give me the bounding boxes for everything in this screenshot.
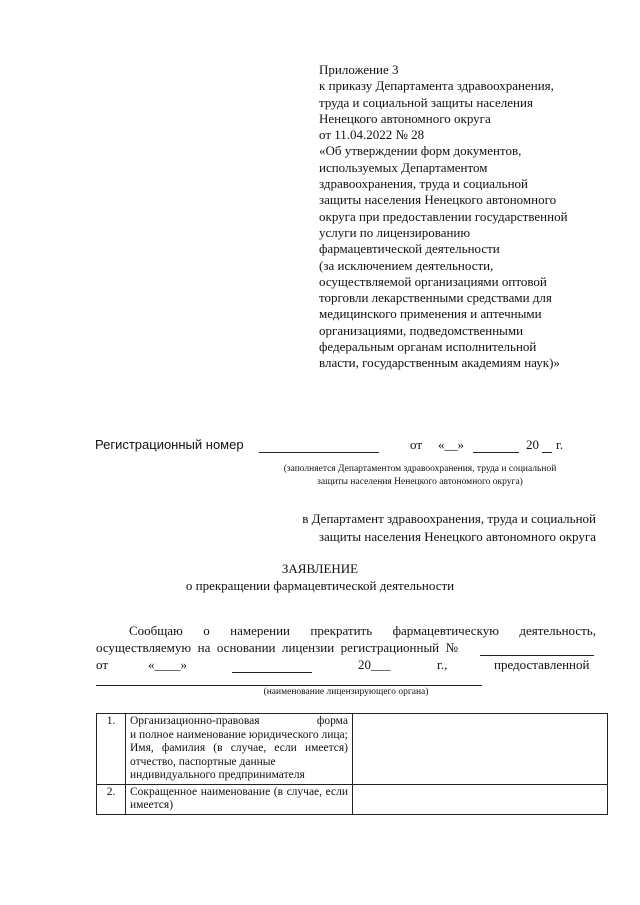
row-desc-line: Сокращенное наименование (в случае, если имеется) <box>130 785 348 811</box>
statement-word: Сообщаю <box>129 623 183 638</box>
registration-year-field[interactable] <box>542 438 552 453</box>
appendix-line: Приложение 3 <box>319 62 399 77</box>
appendix-line: фармацевтической деятельности <box>319 241 500 257</box>
appendix-line: (за исключением деятельности, <box>319 257 494 273</box>
appendix-line: торговли лекарственными средствами для <box>319 290 552 306</box>
row-desc-text: Организационно-правовая <box>130 715 260 727</box>
appendix-line: к приказу Департамента здравоохранения, <box>319 78 554 94</box>
appendix-line: медицинского применения и аптечными <box>319 306 542 322</box>
registration-year-suffix: г. <box>556 437 564 452</box>
addressee <box>240 510 596 546</box>
statement-word: фармацевтическую <box>392 623 499 638</box>
row-value-cell[interactable] <box>353 784 608 814</box>
license-year: 20___ <box>358 657 391 672</box>
registration-note-line1: (заполняется Департаментом здравоохранения, труда и социальной <box>283 464 557 474</box>
row-description <box>126 784 353 814</box>
registration-year: 20 <box>526 437 539 452</box>
statement-word: деятельность, <box>519 623 596 638</box>
statement-provided: предоставленной <box>494 657 590 672</box>
registration-number-field[interactable] <box>259 438 379 453</box>
license-number-field[interactable] <box>480 641 594 656</box>
registration-from: от <box>410 437 423 452</box>
appendix-line: округа при предоставлении государственной <box>319 208 568 224</box>
appendix-line: власти, государственным академиям наук)» <box>319 355 560 371</box>
applicant-info-table <box>96 713 608 815</box>
row-desc-line: индивидуального предпринимателя <box>130 769 305 781</box>
registration-day: «__» <box>438 437 464 452</box>
appendix-line: труда и социальной защиты населения <box>319 94 533 110</box>
row-description <box>126 714 353 785</box>
license-month-field[interactable] <box>232 658 312 673</box>
statement-line2: осуществляемую на основании лицензии регистрационный № <box>96 640 459 655</box>
table-row <box>97 714 608 785</box>
registration-note-line2: защиты населения Ненецкого автономного округа) <box>317 477 523 487</box>
subtitle-text: о прекращении фармацевтической деятельности <box>185 578 455 593</box>
appendix-line: «Об утверждении форм документов, <box>319 143 522 159</box>
statement-word: о <box>203 623 210 638</box>
appendix-line: федеральным органам исполнительной <box>319 339 537 355</box>
licensing-authority-field[interactable] <box>96 673 482 686</box>
statement-word: прекратить <box>310 623 373 638</box>
license-year-suffix: г., <box>437 657 448 672</box>
addressee-line1: в Департамент здравоохранения, труда и социальной <box>302 511 596 526</box>
appendix-line: услуги по лицензированию <box>319 224 471 240</box>
statement-line1 <box>96 623 596 639</box>
row-value-cell[interactable] <box>353 714 608 785</box>
document-title <box>0 560 640 594</box>
statement-from: от <box>96 657 109 672</box>
appendix-line: от 11.04.2022 № 28 <box>319 127 425 143</box>
table-row <box>97 784 608 814</box>
license-day: «____» <box>148 657 187 672</box>
appendix-line: Ненецкого автономного округа <box>319 110 491 126</box>
licensing-authority-caption: (наименование лицензирующего органа) <box>263 687 429 697</box>
appendix-line: защиты населения Ненецкого автономного <box>319 192 557 208</box>
appendix-block <box>319 62 619 372</box>
row-number: 2. <box>97 784 126 814</box>
row-desc-line: Имя, фамилия (в случае, если имеется) отчество, паспортные данные <box>130 742 348 768</box>
registration-label: Регистрационный номер <box>95 437 244 452</box>
row-desc-text: форма <box>316 715 348 727</box>
title-text: ЗАЯВЛЕНИЕ <box>281 561 359 576</box>
appendix-line: здравоохранения, труда и социальной <box>319 176 528 192</box>
appendix-line: используемых Департаментом <box>319 159 488 175</box>
appendix-line: организациями, подведомственными <box>319 322 524 338</box>
appendix-line: осуществляемой организациями оптовой <box>319 273 547 289</box>
addressee-line2: защиты населения Ненецкого автономного округа <box>318 529 596 544</box>
registration-month-field[interactable] <box>473 438 519 453</box>
row-desc-line <box>130 715 348 729</box>
registration-note <box>250 463 590 489</box>
row-desc-line: и полное наименование юридического лица; <box>130 728 348 741</box>
statement-word: намерении <box>230 623 290 638</box>
row-number: 1. <box>97 714 126 785</box>
